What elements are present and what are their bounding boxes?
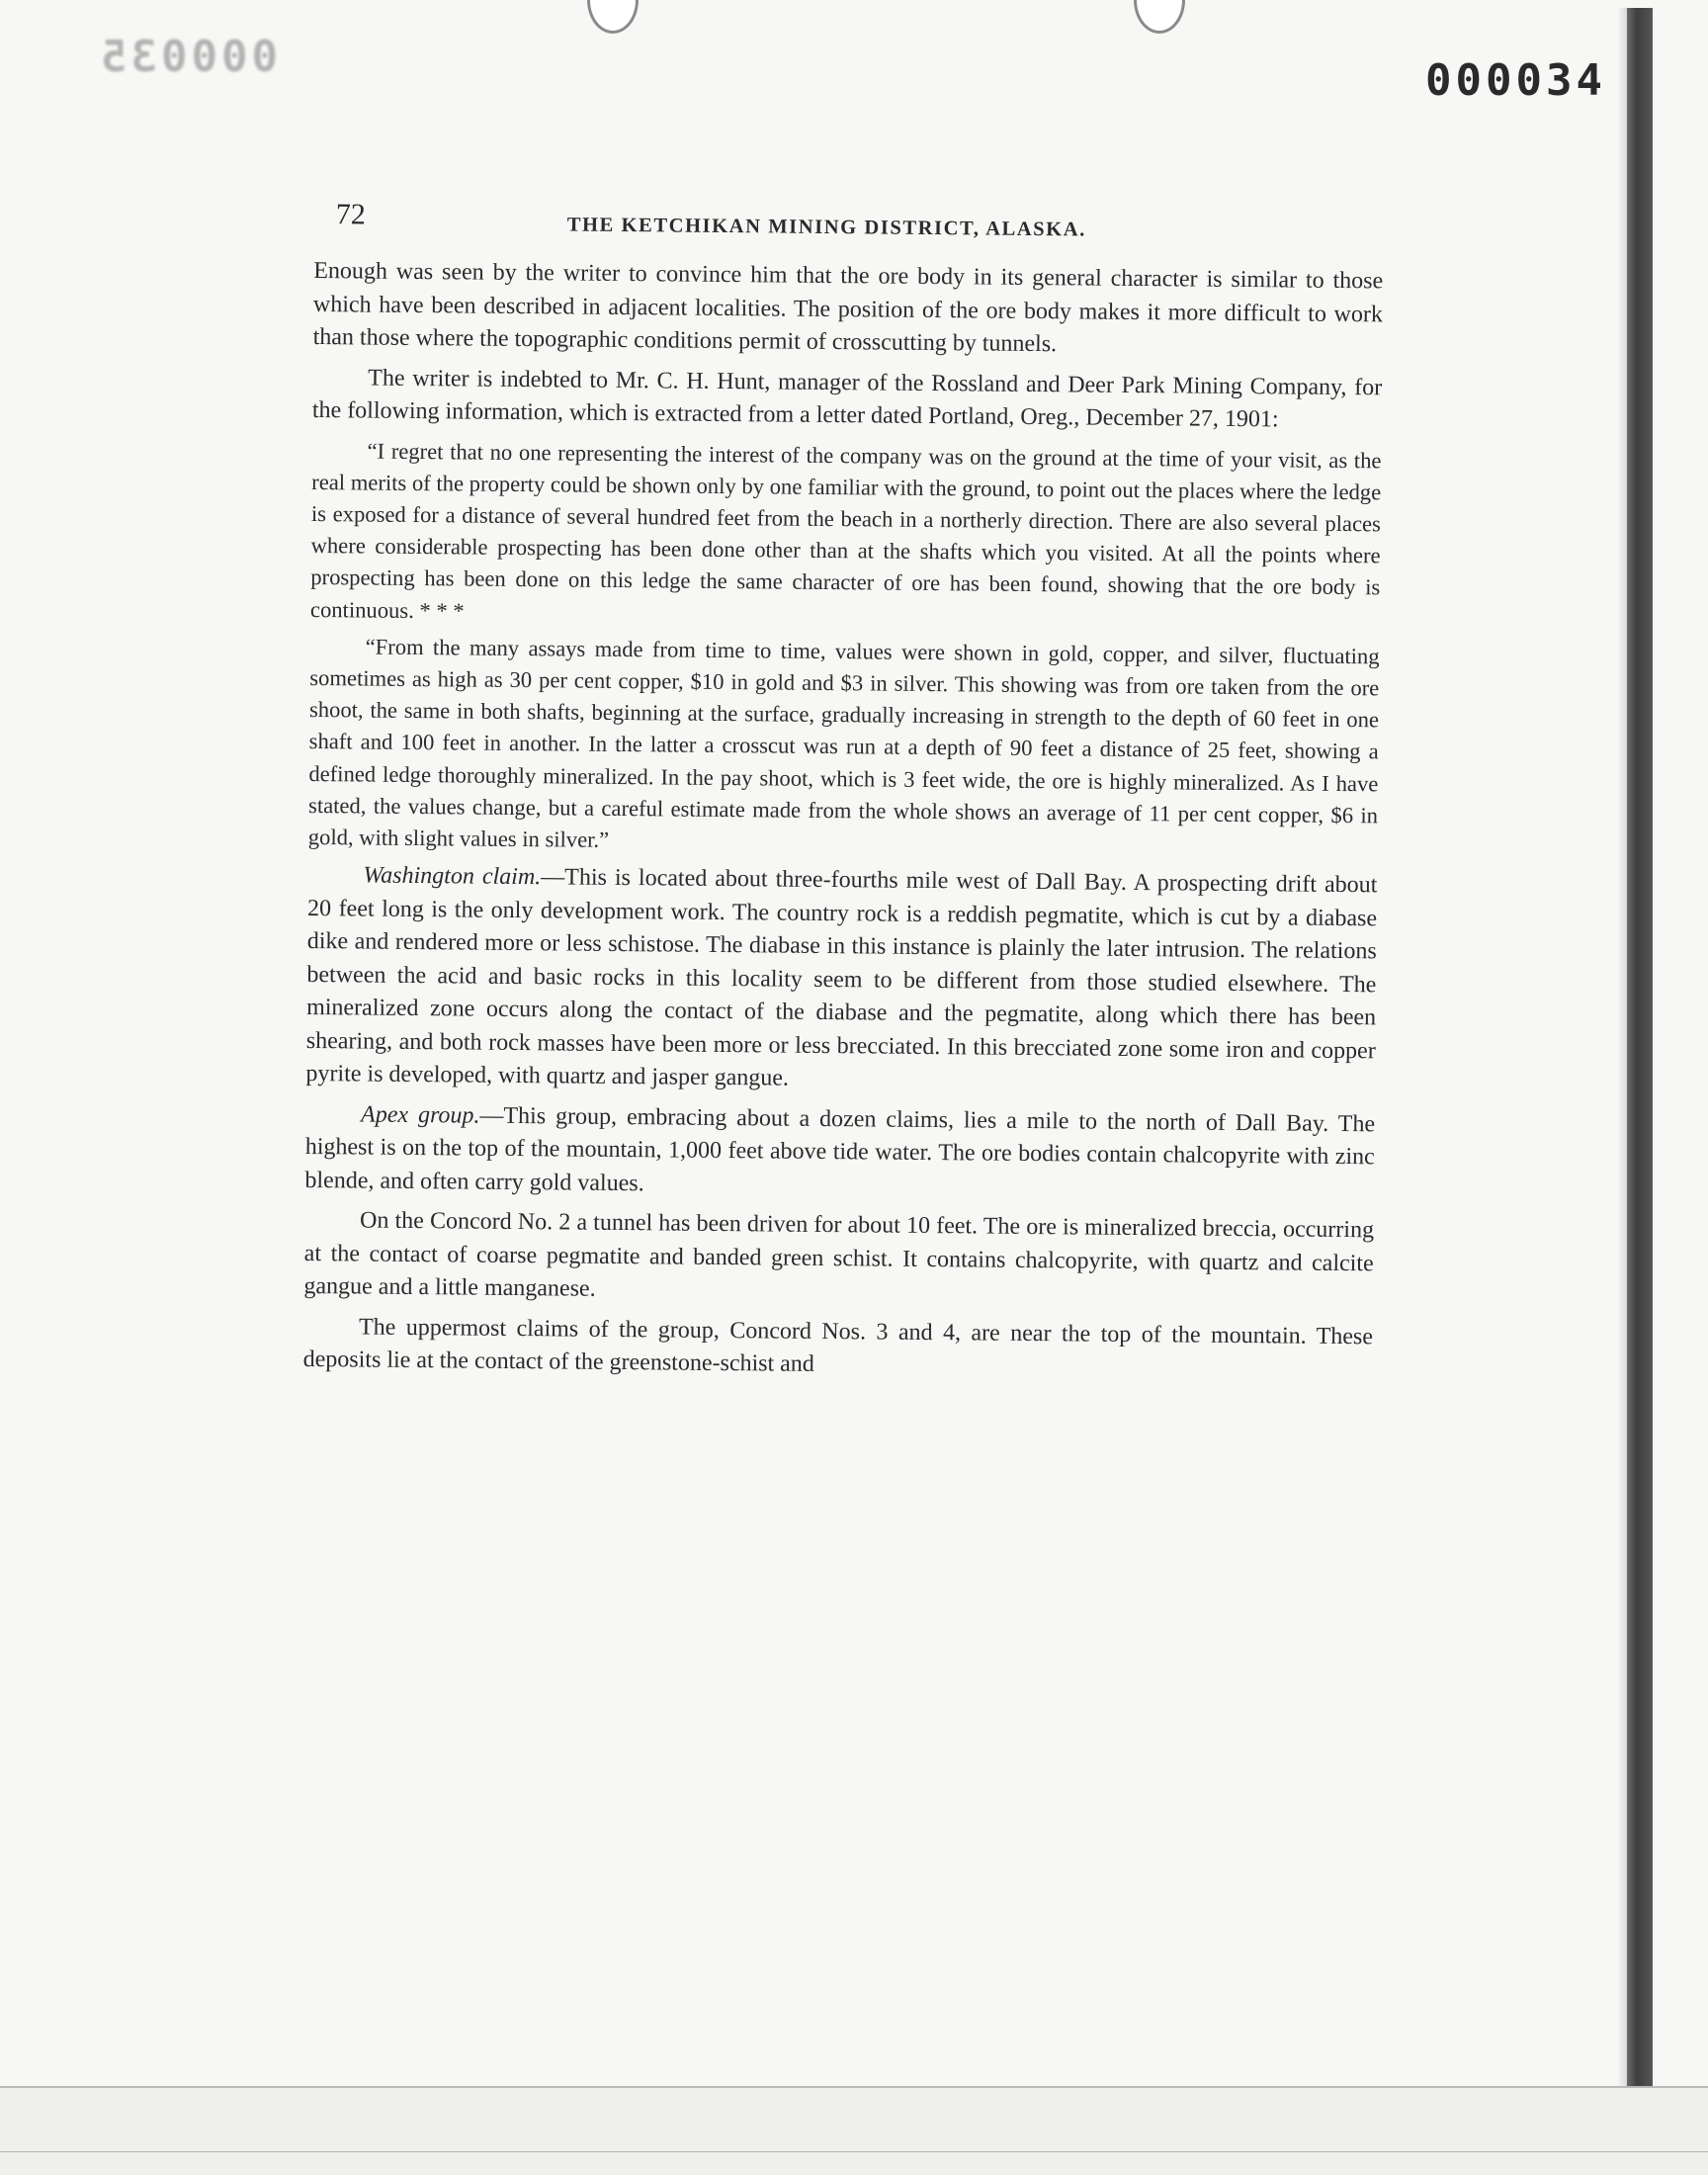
punch-hole-left — [587, 0, 639, 34]
paragraph-text: “I regret that no one representing the interest of the company was on the ground at the time of your visit, as the real merits of the property could be shown only by one familiar with the ground, to point out the places where the ledge is exposed for a distance of several hundred feet from the beach in a northerly direction. There are also several places where considerable prospecting has been done other than at the shafts which you visited. At all the points where prospecting has been done on this ledge the same character of ore has been found, showing that the ore body is continuous. * * * — [309, 438, 1382, 623]
page-header — [314, 198, 1384, 257]
paragraph-text: On the Concord No. 2 a tunnel has been driven for about 10 feet. The ore is mineralized breccia, occurring at the contact of coarse pegmatite and banded green schist. It contains chalcopyrite, with quartz and calcite gangue and a little manganese. — [303, 1207, 1375, 1302]
body-text — [303, 255, 1384, 1387]
section-lead-apex-group: Apex group. — [360, 1101, 480, 1129]
paragraph-text: The writer is indebted to Mr. C. H. Hunt, manager of the Rossland and Deer Park Mining Company, for the following information, which is extracted from a letter dated Portland, Oreg., December 27, 1901: — [311, 365, 1383, 433]
page-edge-border — [1627, 8, 1653, 2112]
quoted-letter-part-2 — [308, 631, 1380, 864]
paragraph-washington-claim — [305, 859, 1377, 1101]
page-edge-shadow — [1617, 8, 1627, 2112]
paragraph-concord-nos-3-4 — [303, 1311, 1374, 1387]
running-head: THE KETCHIKAN MINING DISTRICT, ALASKA. — [566, 214, 1087, 241]
page-number: 72 — [335, 198, 366, 231]
section-lead-washington-claim: Washington claim. — [363, 862, 542, 891]
mirrored-bleed-through-stamp: 000035 — [97, 32, 278, 82]
page-id-stamp: 000034 — [1425, 55, 1606, 106]
paragraph-apex-group — [304, 1098, 1375, 1208]
punch-hole-right — [1134, 0, 1185, 34]
paragraph-hunt-letter-intro — [312, 361, 1383, 437]
paragraph-text: “From the many assays made from time to time, values were shown in gold, copper, and silver, fluctuating sometimes as high as 30 per cent copper, $10 in gold and $3 in silver. This showing was from ore taken from the ore shoot, the same in both shafts, beginning at the surface, gradually increasing in strength to the depth of 60 feet in one shaft and 100 feet in another. In the latter a crosscut was run at a depth of 90 feet a distance of 25 feet, showing a defined ledge thoroughly mineralized. In the pay shoot, which is 3 feet wide, the ore is highly mineralized. As I have stated, the values change, but a careful estimate made from the whole shows an average of 11 per cent copper, $6 in gold, with slight values in silver.” — [307, 634, 1380, 852]
paragraph-text: Enough was seen by the writer to convince him that the ore body in its general character is similar to those which have been described in adjacent localities. The position of the ore body makes it more difficult to work than those where the topographic conditions permit of crosscutting by tunnels. — [312, 257, 1384, 358]
paragraph-text: —This group, embracing about a dozen claims, lies a mile to the north of Dall Bay. The highest is on the top of the mountain, 1,000 feet above tide water. The ore bodies contain chalcopyrite with zinc blende, and often carry gold values. — [304, 1102, 1376, 1196]
text-block — [302, 198, 1383, 1394]
paragraph-text: The uppermost claims of the group, Concord Nos. 3 and 4, are near the top of the mountain. These deposits lie at the contact of the greenstone-schist and — [302, 1314, 1374, 1378]
paragraph-text: —This is located about three-fourths mile west of Dall Bay. A prospecting drift about 20 feet long is the only development work. The country rock is a reddish pegmatite, which is cut by a diabase dike and rendered more or less schistose. The diabase in this instance is plainly the later intrusion. The relations between the acid and basic rocks in this locality seem to be different from those studied elsewhere. The mineralized zone occurs along the contact of the diabase and the pegmatite, along which there has been shearing, and both rock masses have been more or less brecciated. In this brecciated zone some iron and copper pyrite is developed, with quartz and jasper gangue. — [305, 864, 1378, 1091]
scan-edge-line — [0, 2151, 1708, 2152]
paragraph-ore-body — [312, 255, 1383, 365]
paragraph-concord-no-2 — [303, 1204, 1374, 1314]
quoted-letter-part-1 — [310, 434, 1382, 636]
page-bottom-edge — [0, 2086, 1708, 2175]
